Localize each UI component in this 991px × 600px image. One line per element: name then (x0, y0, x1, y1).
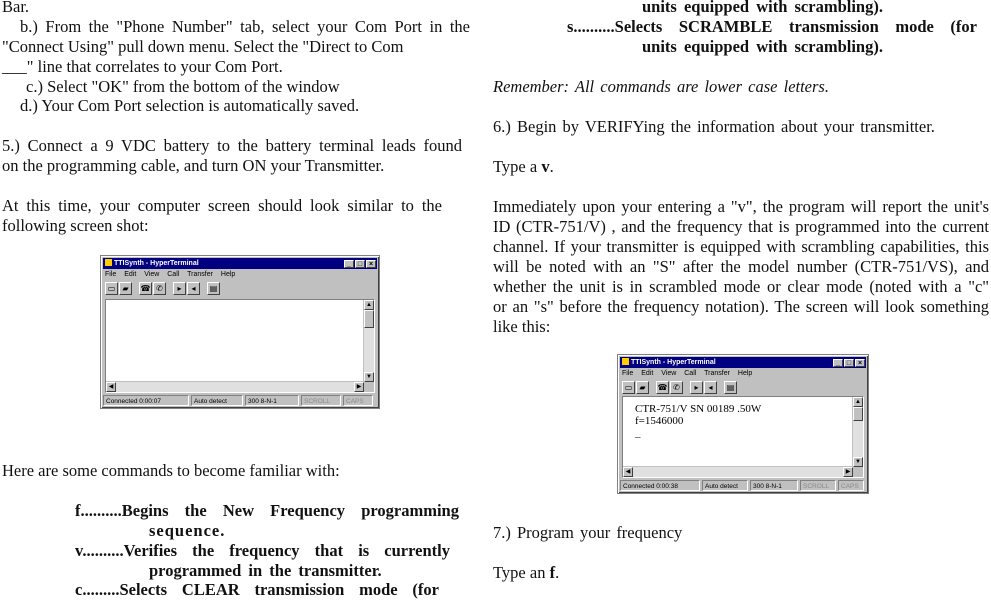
menu-bar (622, 369, 758, 378)
menu-help[interactable]: Help (737, 370, 753, 377)
step-7: 7.) Program your frequency (493, 523, 683, 542)
screen-intro-line: following screen shot: (2, 216, 149, 235)
connect-icon[interactable]: ☎ (657, 383, 668, 392)
new-file-icon[interactable]: ▭ (622, 381, 635, 394)
explanation-line: Immediately upon your entering a "v", the program will report the unit's (493, 197, 989, 216)
command-s-line: s..........Selects SCRAMBLE transmission mode (for (567, 17, 977, 36)
horizontal-scrollbar[interactable] (623, 466, 853, 477)
disconnect-icon[interactable]: ✆ (153, 282, 166, 295)
app-icon (105, 259, 112, 266)
command-v: v (541, 157, 550, 176)
minimize-button[interactable]: _ (344, 260, 354, 268)
command-v-line: programmed in the transmitter. (149, 561, 382, 580)
toolbar (622, 381, 738, 397)
vertical-scrollbar[interactable] (363, 300, 374, 382)
horizontal-scrollbar[interactable] (106, 381, 364, 392)
scroll-down-icon[interactable]: ▼ (364, 372, 374, 382)
scroll-up-icon[interactable]: ▲ (364, 300, 374, 310)
explanation-line: like this: (493, 317, 551, 336)
menu-view[interactable]: View (661, 370, 677, 377)
commands-intro: Here are some commands to become familiar with: (2, 461, 340, 480)
status-detect: Auto detect (191, 395, 243, 406)
step-4c: c.) Select "OK" from the bottom of the window (26, 77, 340, 96)
close-button[interactable]: × (366, 260, 376, 268)
menu-file[interactable]: File (622, 370, 634, 377)
step-4b-line: b.) From the "Phone Number" tab, select your Com Port in the (20, 17, 470, 36)
properties-icon[interactable]: ▤ (724, 381, 737, 394)
open-folder-icon[interactable]: ▰ (119, 282, 132, 295)
explanation-line: ID (CTR-751/V) , and the frequency that is programmed into the current (493, 217, 989, 236)
screen-intro-line: At this time, your computer screen should look similar to the (2, 196, 442, 215)
terminal-area[interactable] (622, 396, 864, 478)
command-f-line: sequence. (149, 521, 226, 540)
type-f-instruction: Type an f. (493, 563, 560, 582)
maximize-button[interactable]: □ (355, 260, 365, 268)
menu-transfer[interactable]: Transfer (704, 370, 730, 377)
status-connected: Connected 0:00:07 (103, 395, 189, 406)
hyperterminal-window-output (617, 354, 869, 494)
explanation-line: will be noted with an "S" after the model number (CTR-751/VS), and (493, 257, 989, 276)
explanation-line: whether the unit is in scrambled mode or clear mode (noted with a "c" (493, 277, 989, 296)
terminal-cursor: _ (635, 427, 641, 439)
step-4b-line: ___" line that correlates to your Com Port. (2, 57, 283, 76)
terminal-line-frequency: f=1546000 (635, 415, 684, 427)
status-bar (620, 480, 866, 491)
status-caps: CAPS (343, 395, 373, 406)
menu-view[interactable]: View (144, 271, 160, 278)
new-file-icon[interactable]: ▭ (105, 282, 118, 295)
scroll-up-icon[interactable]: ▲ (853, 397, 863, 407)
scroll-down-icon[interactable]: ▼ (853, 457, 863, 467)
command-f: f (549, 563, 556, 582)
terminal-line-id: CTR-751/V SN 00189 .50W (635, 403, 762, 415)
explanation-line: or an "s" before the frequency notation). The screen will look something (493, 297, 989, 316)
status-settings: 300 8-N-1 (750, 480, 798, 491)
menu-edit[interactable]: Edit (641, 370, 654, 377)
command-f-line: f..........Begins the New Frequency programming (75, 501, 459, 520)
status-detect: Auto detect (702, 480, 748, 491)
scroll-left-icon[interactable]: ◀ (106, 382, 116, 392)
vertical-scrollbar[interactable] (852, 397, 863, 467)
window-titlebar (620, 357, 866, 368)
properties-icon[interactable]: ▤ (207, 282, 220, 295)
menu-call[interactable]: Call (684, 370, 697, 377)
window-title: TTISynth - HyperTerminal (631, 359, 716, 366)
minimize-button[interactable]: _ (833, 359, 843, 367)
menu-file[interactable]: File (105, 271, 117, 278)
step-4d: d.) Your Com Port selection is automatically saved. (20, 96, 360, 115)
status-scroll: SCROLL (800, 480, 836, 491)
scroll-thumb[interactable] (364, 310, 374, 328)
scroll-right-icon[interactable]: ▶ (354, 382, 364, 392)
open-folder-icon[interactable]: ▰ (636, 381, 649, 394)
app-icon (622, 358, 629, 365)
command-c-line: units equipped with scrambling). (642, 0, 883, 16)
scroll-right-icon[interactable]: ▶ (843, 467, 853, 477)
status-bar (103, 395, 377, 406)
scroll-left-icon[interactable]: ◀ (623, 467, 633, 477)
step-4b-line: "Connect Using" pull down menu. Select the "Direct to Com (2, 37, 404, 56)
remember-note: Remember: All commands are lower case letters. (493, 77, 829, 96)
hyperterminal-window-empty (100, 255, 380, 409)
receive-icon[interactable]: ◂ (704, 381, 717, 394)
toolbar (105, 282, 221, 298)
scroll-thumb[interactable] (853, 407, 863, 421)
status-connected: Connected 0:00:38 (620, 480, 700, 491)
send-icon[interactable]: ▸ (690, 381, 703, 394)
status-caps: CAPS (838, 480, 864, 491)
type-v-instruction: Type a v. (493, 157, 554, 176)
maximize-button[interactable]: □ (844, 359, 854, 367)
window-title: TTISynth - HyperTerminal (114, 260, 199, 267)
step-5-line: on the programming cable, and turn ON your Transmitter. (2, 156, 385, 175)
step-6: 6.) Begin by VERIFYing the information about your transmitter. (493, 117, 935, 136)
command-s-line: units equipped with scrambling). (642, 37, 883, 56)
disconnect-icon[interactable]: ✆ (670, 381, 683, 394)
menu-help[interactable]: Help (220, 271, 236, 278)
receive-icon[interactable]: ◂ (187, 282, 200, 295)
connect-icon[interactable]: ☎ (140, 284, 151, 293)
menu-transfer[interactable]: Transfer (187, 271, 213, 278)
terminal-area[interactable] (105, 299, 375, 393)
menu-edit[interactable]: Edit (124, 271, 137, 278)
command-v-line: v..........Verifies the frequency that is currently (75, 541, 450, 560)
step-5-line: 5.) Connect a 9 VDC battery to the battery terminal leads found (2, 136, 462, 155)
send-icon[interactable]: ▸ (173, 282, 186, 295)
window-titlebar (103, 258, 377, 269)
status-settings: 300 8-N-1 (245, 395, 299, 406)
command-c-line: c.........Selects CLEAR transmission mode (for (75, 580, 439, 599)
status-scroll: SCROLL (301, 395, 341, 406)
menu-call[interactable]: Call (167, 271, 180, 278)
close-button[interactable]: × (855, 359, 865, 367)
explanation-line: channel. If your transmitter is equipped with scrambling capabilities, this (493, 237, 989, 256)
menu-bar (105, 270, 241, 279)
text-line: Bar. (2, 0, 30, 16)
